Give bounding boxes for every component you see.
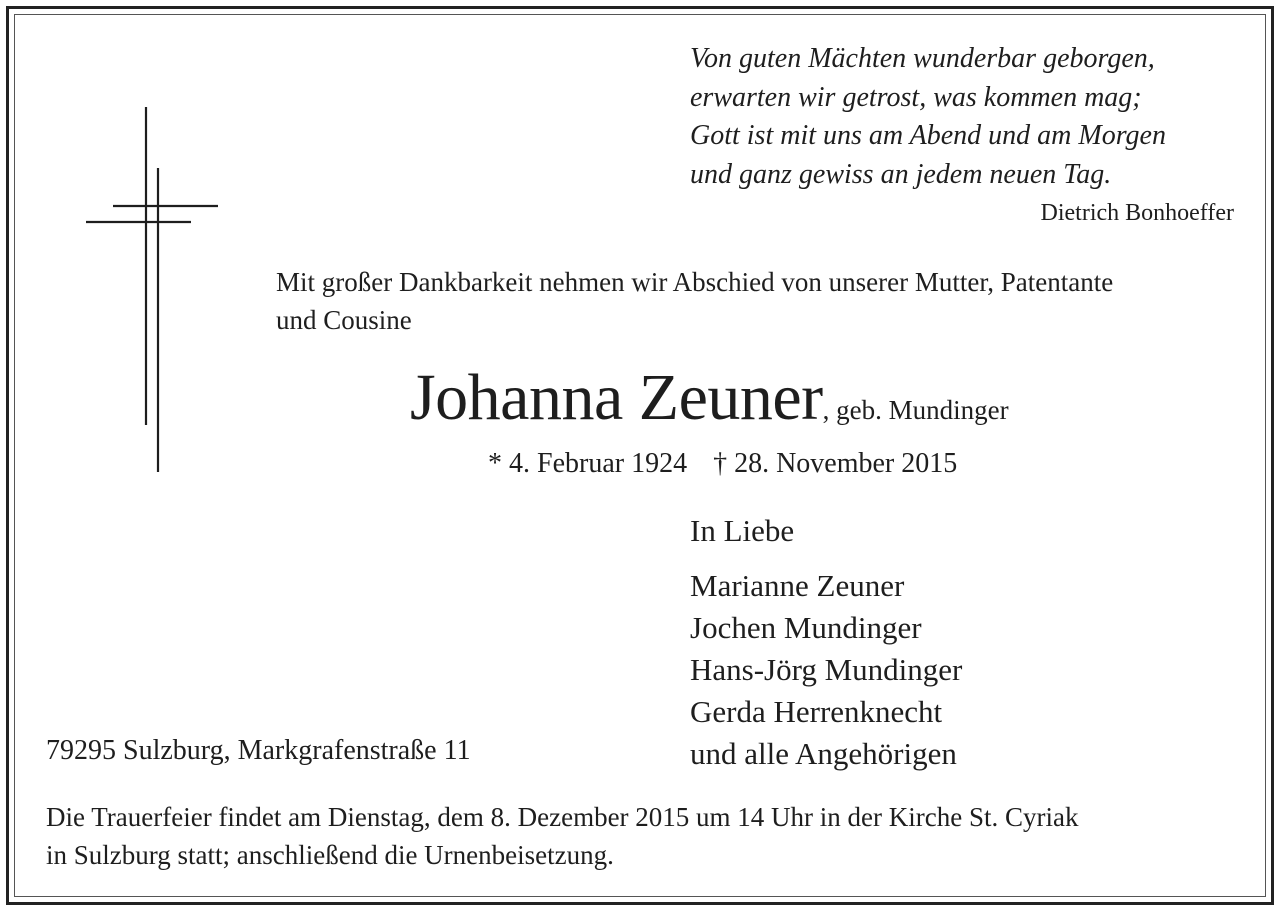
poem-line: und ganz gewiss an jedem neuen Tag.: [690, 158, 1112, 190]
mourner-name: Gerda Herrenknecht: [690, 694, 943, 729]
intro-text: [276, 263, 1113, 339]
poem-line: Von guten Mächten wunderbar geborgen,: [690, 43, 1155, 74]
death-date: † 28. November 2015: [713, 448, 958, 479]
mourner-name: Marianne Zeuner: [690, 568, 905, 603]
cross-icon: [80, 100, 225, 475]
intro-line: und Cousine: [276, 305, 412, 335]
service-line: in Sulzburg statt; anschließend die Urnenbeisetzung.: [46, 840, 614, 870]
life-dates: [488, 448, 957, 480]
deceased-name-row: [410, 360, 1009, 436]
poem: [690, 40, 1166, 194]
mourner-name: Jochen Mundinger: [690, 610, 922, 645]
poem-line: Gott ist mit uns am Abend und am Morgen: [690, 120, 1166, 151]
mourner-name: Hans-Jörg Mundinger: [690, 652, 963, 687]
service-info: [46, 798, 1078, 874]
service-line: Die Trauerfeier findet am Dienstag, dem 8. Dezember 2015 um 14 Uhr in der Kirche St. Cyriak: [46, 802, 1079, 832]
deceased-name: Johanna Zeuner: [410, 361, 823, 434]
maiden-name: , geb. Mundinger: [822, 395, 1009, 425]
mourners-heading: In Liebe: [690, 513, 795, 548]
intro-line: Mit großer Dankbarkeit nehmen wir Abschied von unserer Mutter, Patentante: [276, 267, 1114, 297]
poem-line: erwarten wir getrost, was kommen mag;: [690, 81, 1142, 113]
mourner-name: und alle Angehörigen: [690, 736, 957, 771]
birth-date: * 4. Februar 1924: [488, 448, 688, 479]
poem-author: Dietrich Bonhoeffer: [1040, 200, 1234, 226]
address: 79295 Sulzburg, Markgrafenstraße 11: [46, 735, 471, 766]
mourners-list: [690, 565, 962, 775]
